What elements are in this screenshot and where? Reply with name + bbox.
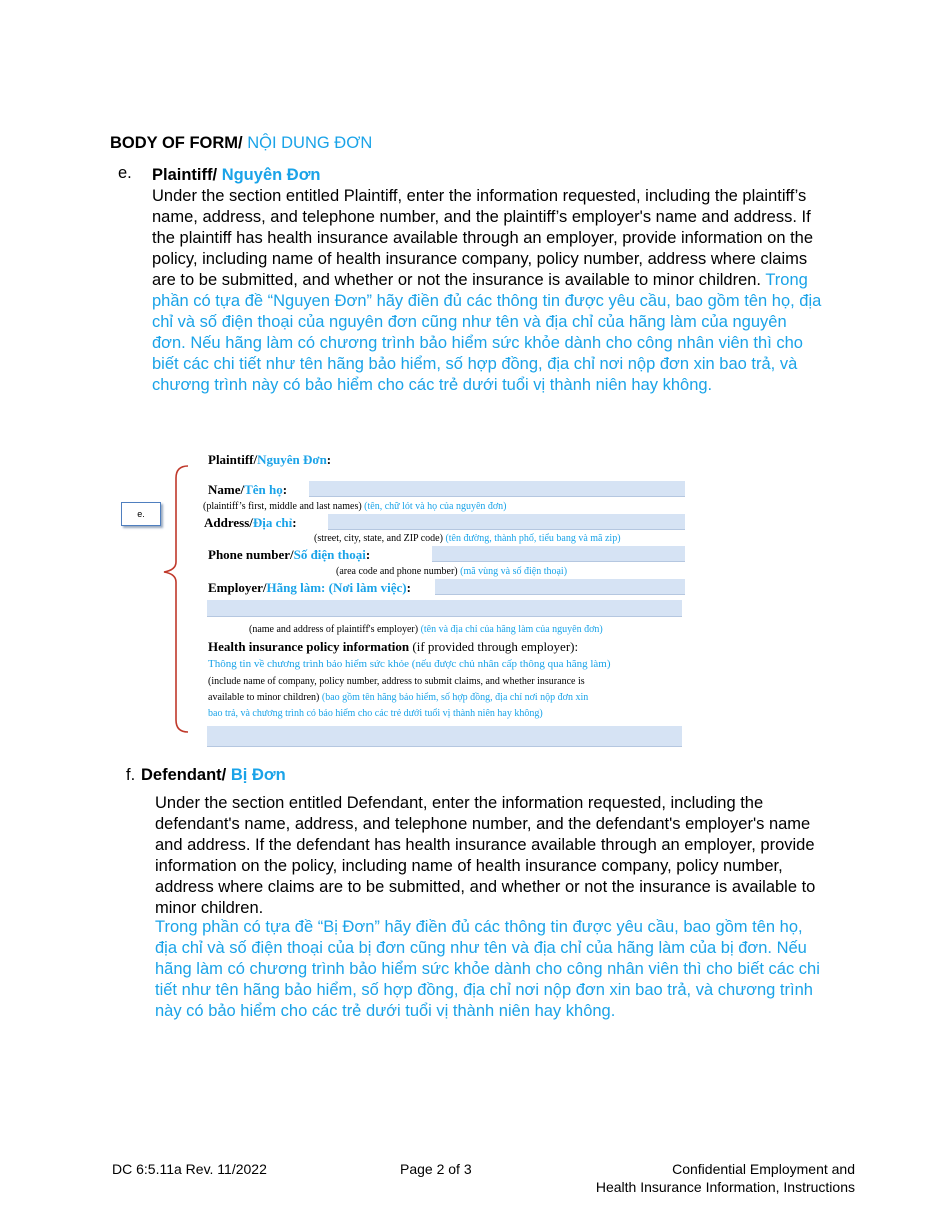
- form-phone-en: Phone number/: [208, 547, 294, 562]
- form-phone-colon: :: [365, 547, 371, 562]
- section-heading: [110, 134, 372, 153]
- form-phone-field: [432, 546, 685, 562]
- heading-en: BODY OF FORM/: [110, 134, 243, 152]
- item-e-marker: e.: [118, 164, 132, 182]
- form-title-en: Plaintiff/: [208, 452, 258, 467]
- form-phone-label: [208, 547, 370, 563]
- form-employer-vi: Hãng làm: (Nơi làm việc): [266, 580, 407, 595]
- form-employer-note-vi: (tên và địa chỉ của hãng làm của nguyên đơn): [420, 624, 603, 635]
- form-address-vi: Địa chỉ: [252, 515, 293, 530]
- form-health-bold: Health insurance policy information: [208, 639, 410, 654]
- form-name-en: Name/: [208, 482, 245, 497]
- form-excerpt: [160, 450, 700, 755]
- form-health-note-line2-en: available to minor children): [208, 692, 320, 703]
- form-health-rest: (if provided through employer):: [409, 639, 579, 654]
- form-address-en: Address/: [204, 515, 253, 530]
- form-name-field: [309, 481, 685, 497]
- item-f-marker: f.: [126, 766, 136, 784]
- form-health-label: [208, 639, 578, 655]
- item-e-title: [152, 166, 321, 185]
- form-address-field: [328, 514, 685, 530]
- form-address-note-en: (street, city, state, and ZIP code): [314, 533, 443, 544]
- item-e-title-en: Plaintiff/: [152, 166, 218, 184]
- footer-title: [596, 1160, 855, 1196]
- form-address-label: [204, 515, 297, 531]
- form-health-note-vi-line2: bao trả, và chương trình có bảo hiểm cho các trẻ dưới tuổi vị thành niên hay không): [208, 708, 543, 719]
- form-phone-note-vi: (mã vùng và số điện thoại): [460, 566, 568, 577]
- form-phone-vi: Số điện thoại: [293, 547, 366, 562]
- footer-page-number: Page 2 of 3: [400, 1161, 472, 1177]
- form-title-colon: :: [326, 452, 332, 467]
- form-employer-field: [435, 579, 685, 595]
- form-callout-e: e.: [121, 502, 161, 526]
- item-f-title-vi: Bị Đơn: [230, 766, 286, 784]
- heading-vi: NỘI DUNG ĐƠN: [247, 134, 373, 152]
- form-employer-note-en: (name and address of plaintiff's employer): [249, 624, 419, 635]
- form-name-colon: :: [282, 482, 288, 497]
- item-e-body-en: Under the section entitled Plaintiff, enter the information requested, including the plaintiff’s name, address, and telephone number, and the plaintiff’s employer's name and address. If the plaintiff has health insurance available through an employer, provide information on the policy, including name of health insurance company, policy number, address where claims are to be submitted, and whether or not the insurance is available to minor children.: [152, 187, 814, 289]
- form-employer-note: [249, 624, 603, 635]
- form-health-vi: Thông tin về chương trình bảo hiểm sức khỏe (nếu được chủ nhân cấp thông qua hãng làm): [208, 658, 611, 670]
- form-employer-en: Employer/: [208, 580, 267, 595]
- form-health-note-line1: (include name of company, policy number, address to submit claims, and whether insurance is: [208, 676, 585, 687]
- item-e-body-vi: Trong phần có tựa đề “Nguyen Đơn” hãy điền đủ các thông tin được yêu cầu, bao gồm tên họ, địa chỉ và số điện thoại của nguyên đơn cũng như tên và địa chỉ của hãng làm của nguyên đơn. Nếu hãng làm có chương trình bảo hiểm sức khỏe dành cho công nhân viên thì cho biết các chi tiết như tên hãng bảo hiểm, số hợp đồng, địa chỉ nơi nộp đơn xin bao trả, và chương trình này có bảo hiểm cho các trẻ dưới tuổi vị thành niên hay không.: [152, 271, 822, 394]
- form-name-note-vi: (tên, chữ lót và họ của nguyên đơn): [364, 501, 507, 512]
- form-health-note-vi-line1: (bao gồm tên hãng bảo hiểm, số hợp đồng, địa chỉ nơi nộp đơn xin: [321, 692, 589, 703]
- form-health-field: [207, 726, 682, 747]
- form-employer-label: [208, 580, 411, 596]
- item-f-body-en: Under the section entitled Defendant, enter the information requested, including the defendant's name, address, and telephone number, and the defendant's employer's name and address. If the defendant has health insurance available through an employer, provide information on the policy, including name of health insurance company, policy number, address where claims are to be submitted, and whether or not the insurance is available to minor children.: [155, 794, 816, 917]
- footer-title-line2: Health Insurance Information, Instructions: [595, 1179, 855, 1195]
- form-name-label: [208, 482, 287, 498]
- form-name-vi: Tên họ: [244, 482, 283, 497]
- item-f-title-en: Defendant/: [141, 766, 227, 784]
- form-employer-field-line2: [207, 600, 682, 617]
- form-health-note-line2: [208, 692, 588, 703]
- form-phone-note-en: (area code and phone number): [336, 566, 458, 577]
- form-title: [208, 452, 331, 468]
- form-address-colon: :: [292, 515, 297, 530]
- form-name-note-en: (plaintiff’s first, middle and last names): [203, 501, 362, 512]
- form-title-vi: Nguyên Đơn: [257, 452, 327, 467]
- form-name-note: [203, 501, 507, 512]
- item-f-title: [141, 766, 286, 785]
- item-e-title-vi: Nguyên Đơn: [221, 166, 321, 184]
- form-employer-colon: :: [406, 580, 411, 595]
- form-phone-note: [336, 566, 567, 577]
- form-address-note: [314, 533, 621, 544]
- item-e-body: [152, 186, 824, 396]
- item-f-body-vi: Trong phần có tựa đề “Bị Đơn” hãy điền đủ các thông tin được yêu cầu, bao gồm tên họ, địa chỉ và số điện thoại của bị đơn cũng như tên và địa chỉ của hãng làm của bị đơn. Nếu hãng làm có chương trình bảo hiểm sức khỏe dành cho công nhân viên thì cho biết các chi tiết như tên hãng bảo hiểm, số hợp đồng, địa chỉ nơi nộp đơn xin bao trả, và chương trình này có bảo hiểm cho các trẻ dưới tuổi vị thành niên hay không.: [155, 918, 820, 1020]
- form-address-note-vi: (tên đường, thành phố, tiểu bang và mã zip): [445, 533, 621, 544]
- footer-form-number: DC 6:5.11a Rev. 11/2022: [112, 1161, 267, 1177]
- footer-title-line1: Confidential Employment and: [672, 1161, 855, 1177]
